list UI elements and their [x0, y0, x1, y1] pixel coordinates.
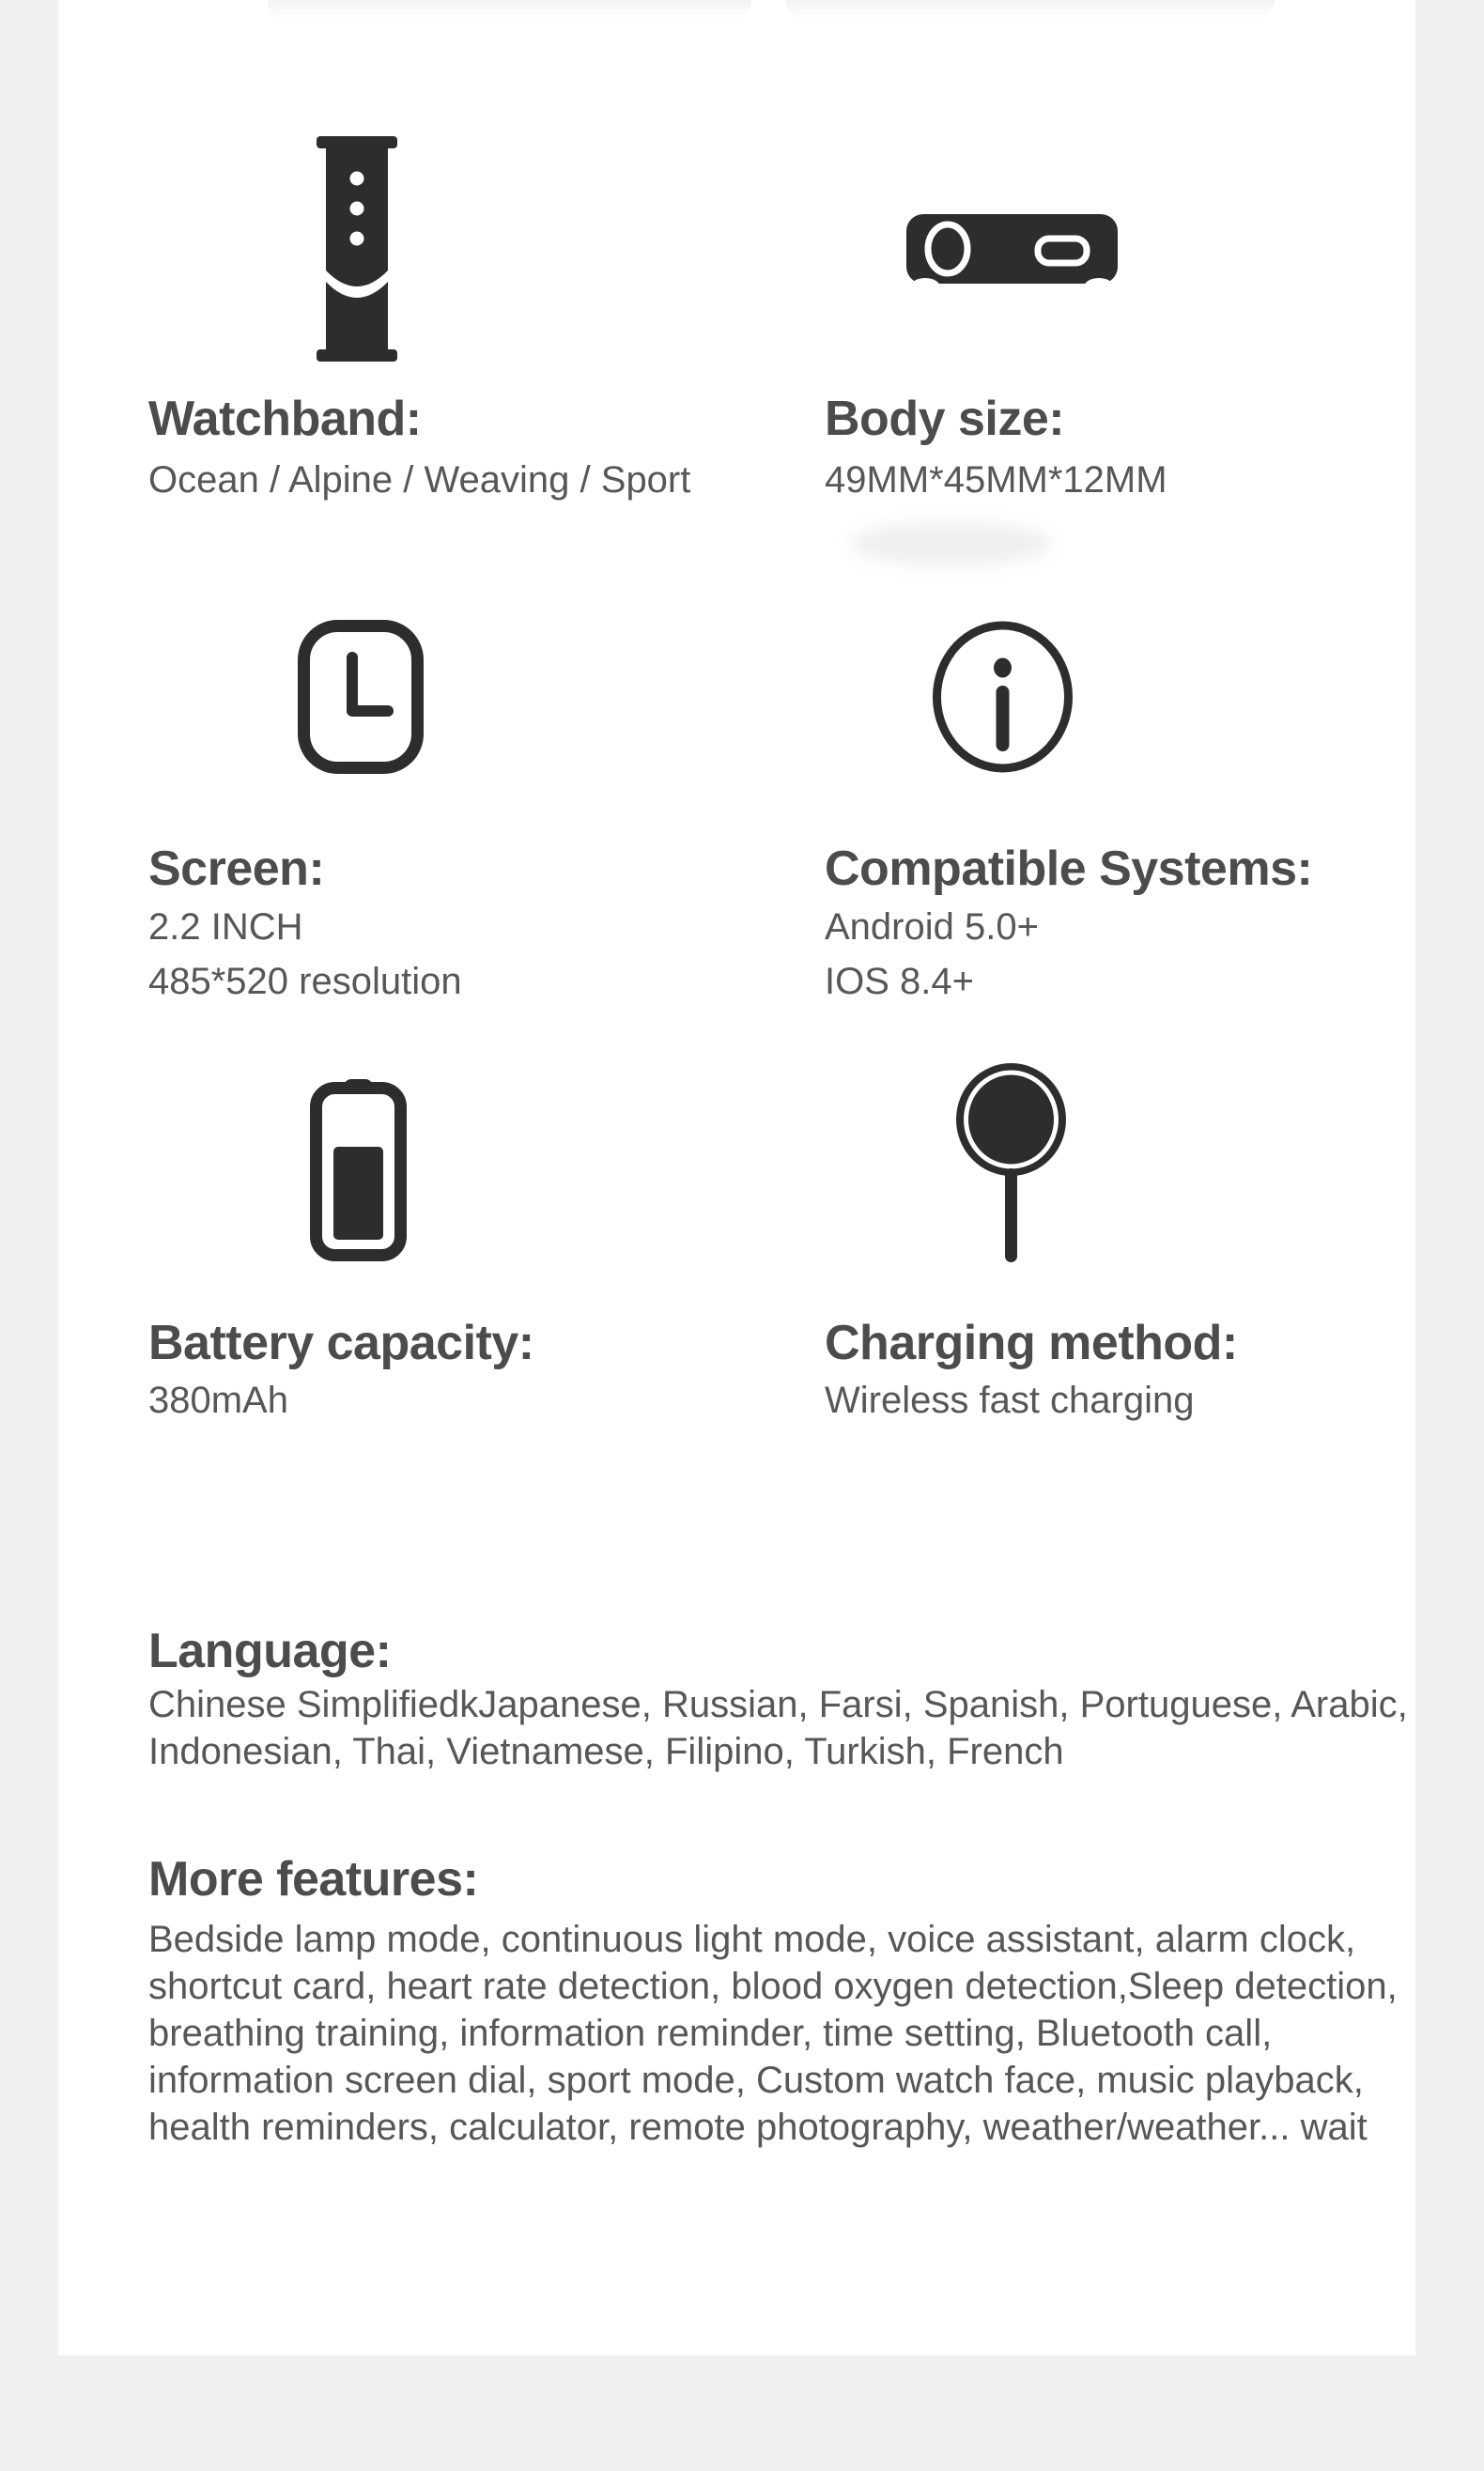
spec-card [58, 0, 1415, 2355]
feature-line: shortcut card, heart rate detection, blood oxygen detection,Sleep detection, [148, 1966, 1398, 2007]
body-size-label: Body size: [825, 392, 1065, 446]
battery-capacity-label: Battery capacity: [148, 1316, 534, 1370]
language-label: Language: [148, 1624, 392, 1678]
language-list [148, 1681, 1408, 1775]
screen-values [148, 900, 462, 1009]
watchband-label: Watchband: [148, 392, 422, 446]
battery-icon [310, 1079, 407, 1261]
more-features-label: More features: [148, 1852, 479, 1907]
cropped-image-remnant-right [786, 0, 1275, 21]
screen-label: Screen: [148, 842, 325, 896]
watchband-icon [317, 136, 397, 362]
feature-line: breathing training, information reminder, time setting, Bluetooth call, [148, 2013, 1273, 2054]
language-line: Indonesian, Thai, Vietnamese, Filipino, Turkish, French [148, 1731, 1064, 1772]
watch-body-icon [906, 214, 1118, 284]
screen-resolution: 485*520 resolution [148, 961, 462, 1002]
body-size-value: 49MM*45MM*12MM [825, 459, 1167, 501]
screen-clock-icon [298, 620, 424, 774]
feature-line: health reminders, calculator, remote photography, weather/weather... wait [148, 2107, 1368, 2148]
compatible-systems-values [825, 900, 1039, 1009]
language-line: Chinese SimplifiedkJapanese, Russian, Farsi, Spanish, Portuguese, Arabic, [148, 1684, 1408, 1725]
more-features-list [148, 1916, 1398, 2151]
cropped-image-remnant-left [268, 0, 751, 21]
ios-version: IOS 8.4+ [825, 961, 974, 1002]
compatible-systems-label: Compatible Systems: [825, 842, 1313, 896]
wireless-charger-icon [956, 1063, 1066, 1266]
watchband-value: Ocean / Alpine / Weaving / Sport [148, 459, 691, 501]
battery-capacity-value: 380mAh [148, 1380, 288, 1421]
feature-line: information screen dial, sport mode, Custom watch face, music playback, [148, 2060, 1364, 2101]
faint-watermark [850, 522, 1052, 565]
screen-size: 2.2 INCH [148, 906, 303, 948]
feature-line: Bedside lamp mode, continuous light mode, voice assistant, alarm clock, [148, 1919, 1356, 1960]
android-version: Android 5.0+ [825, 906, 1039, 948]
charging-method-label: Charging method: [825, 1316, 1238, 1370]
info-icon [931, 620, 1074, 774]
charging-method-value: Wireless fast charging [825, 1380, 1195, 1421]
